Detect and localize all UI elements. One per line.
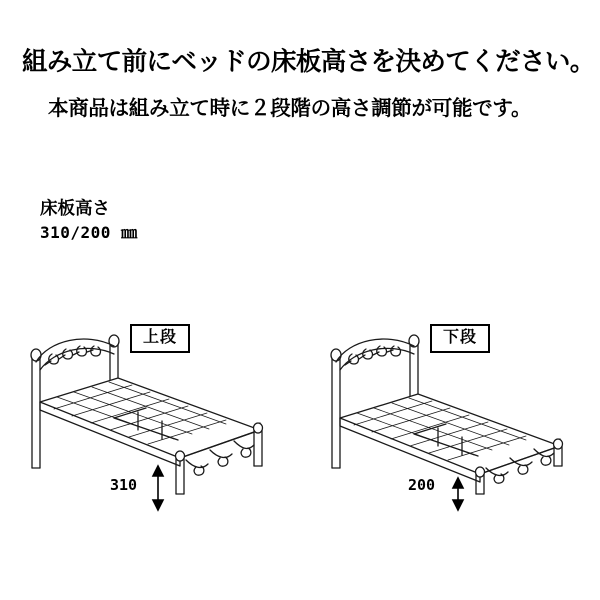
page-title: 組み立て前にベッドの床板高さを決めてください。 — [22, 48, 595, 76]
spec-value: 310/200 ㎜ — [40, 223, 138, 243]
dimension-upper: 310 — [110, 476, 138, 494]
badge-upper: 上段 — [130, 324, 190, 353]
panel-lower — [314, 318, 582, 518]
page-subtitle: 本商品は組み立て時に２段階の高さ調節が可能です。 — [48, 97, 532, 120]
dimension-lower: 200 — [408, 476, 436, 494]
height-arrow-upper — [153, 466, 163, 510]
badge-lower: 下段 — [430, 324, 490, 353]
panel-upper — [14, 318, 282, 518]
height-arrow-lower — [453, 478, 463, 510]
spec-label: 床板高さ — [40, 198, 110, 218]
spec-block — [40, 196, 138, 245]
